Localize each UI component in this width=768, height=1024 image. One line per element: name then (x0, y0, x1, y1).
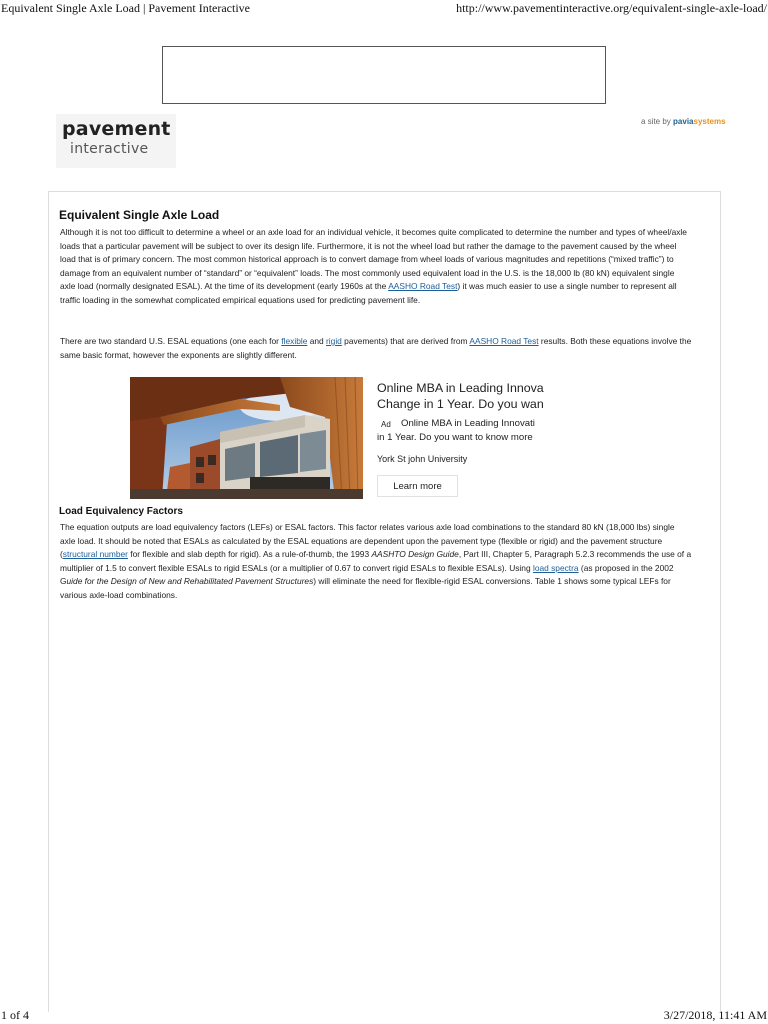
logo-word-pavement: pavement (62, 118, 171, 140)
design-guide-title: AASHTO Design Guide (371, 549, 459, 560)
aasho-road-test-link-2[interactable]: AASHO Road Test (469, 336, 539, 346)
paragraph-text: ) it was much easier to use a single number to represent all traffic loading in the somewhat complicated empirical equations used for predicting pavement life. (60, 281, 677, 305)
section-heading: Load Equivalency Factors (59, 506, 183, 517)
logo-word-interactive: interactive (70, 141, 149, 157)
intro-paragraph (60, 226, 692, 308)
ad-badge: Ad (381, 420, 391, 429)
paragraph-text: for flexible and slab depth for rigid). As a rule-of-thumb, the 1993 (127, 549, 372, 560)
structural-number-link[interactable]: structural number (62, 549, 128, 560)
page-title: Equivalent Single Axle Load (59, 208, 220, 222)
ad-advertiser: York St john University (377, 454, 468, 464)
print-header-url: http://www.pavementinteractive.org/equivalent-single-axle-load/ (456, 1, 767, 15)
top-ad-placeholder (162, 46, 606, 104)
ad-headline-line2: Change in 1 Year. Do you wan (377, 397, 544, 411)
esal-equations-paragraph (60, 335, 692, 362)
ad-headline-line1: Online MBA in Leading Innova (377, 381, 544, 395)
paragraph-text: The equation outputs are load equivalency factors (LEFs) or ESAL factors. This factor relates various axle load combinations to the standard 80 kN (18,000 lbs) single axle load. It should be noted that ESALs as calculated by the ESAL equations are dependent upon the pavement type (flexible or rigid) and the pavement structure ( (60, 522, 675, 560)
lef-paragraph (60, 521, 692, 603)
print-header (0, 1, 768, 17)
site-by-prefix: a site by (641, 117, 671, 126)
paragraph-text: , Part III, Chapter 5, Paragraph 5.2.3 recommends the use of a multiplier of 1.5 to convert flexible ESALs to rigid ESALs (or a multiplier of 0.67 to convert rigid ESALs to flexible ESALs). Using (60, 549, 692, 573)
site-by-brand-part2: systems (693, 117, 726, 126)
site-by-credit[interactable] (641, 117, 726, 126)
site-logo[interactable] (56, 114, 176, 168)
ad-desc-line2: in 1 Year. Do you want to know more (377, 432, 533, 443)
guide-title: uide for the Design of New and Rehabilitated Pavement Structures (66, 576, 314, 587)
site-by-brand-part1: pavia (673, 117, 694, 126)
print-header-title: Equivalent Single Axle Load | Pavement Interactive (1, 1, 250, 15)
paragraph-text: pavements) that are derived from (341, 336, 470, 346)
paragraph-text: There are two standard U.S. ESAL equations (one each for (60, 336, 282, 346)
sponsored-ad[interactable] (130, 377, 562, 499)
print-datetime: 3/27/2018, 11:41 AM (663, 1008, 767, 1022)
paragraph-text: (as proposed in the 2002 G (60, 562, 674, 587)
aasho-road-test-link[interactable]: AASHO Road Test (388, 281, 458, 292)
paragraph-text: and (307, 336, 327, 346)
page-number: 1 of 4 (1, 1008, 29, 1022)
paragraph-text: ) will eliminate the need for flexible-rigid ESAL conversions. Table 1 shows some typical LEFs for various axle-load combinations. (60, 576, 671, 600)
paragraph-text: results. Both these equations involve the same basic format, however the exponents are slightly different. (60, 336, 692, 360)
ad-desc-line1: Online MBA in Leading Innovati (401, 418, 535, 429)
rigid-link[interactable]: rigid (326, 336, 342, 346)
ad-building-image[interactable] (130, 377, 363, 499)
load-spectra-link[interactable]: load spectra (532, 562, 579, 573)
ad-headline[interactable] (377, 380, 559, 416)
learn-more-button[interactable]: Learn more (377, 475, 458, 497)
paragraph-text: Although it is not too difficult to determine a wheel or an axle load for an individual vehicle, it becomes quite complicated to determine the number and types of wheel/axle loads that a particular pavement will be subject to over its design life. Furthermore, it is not the wheel load but rather the damage to the pavement caused by the wheel load that is of primary concern. The most common historical approach is to convert damage from wheel loads of various magnitudes and repetitions (“mixed traffic”) to damage from an equivalent number of “standard” or “equivalent” loads. The most commonly used equivalent load in the U.S. is the 18,000 lb (80 kN) equivalent single axle load (normally designated ESAL). At the time of its development (early 1960s at the (60, 227, 687, 292)
flexible-link[interactable]: flexible (281, 336, 308, 346)
ad-description (377, 417, 557, 447)
print-footer (0, 1008, 768, 1024)
